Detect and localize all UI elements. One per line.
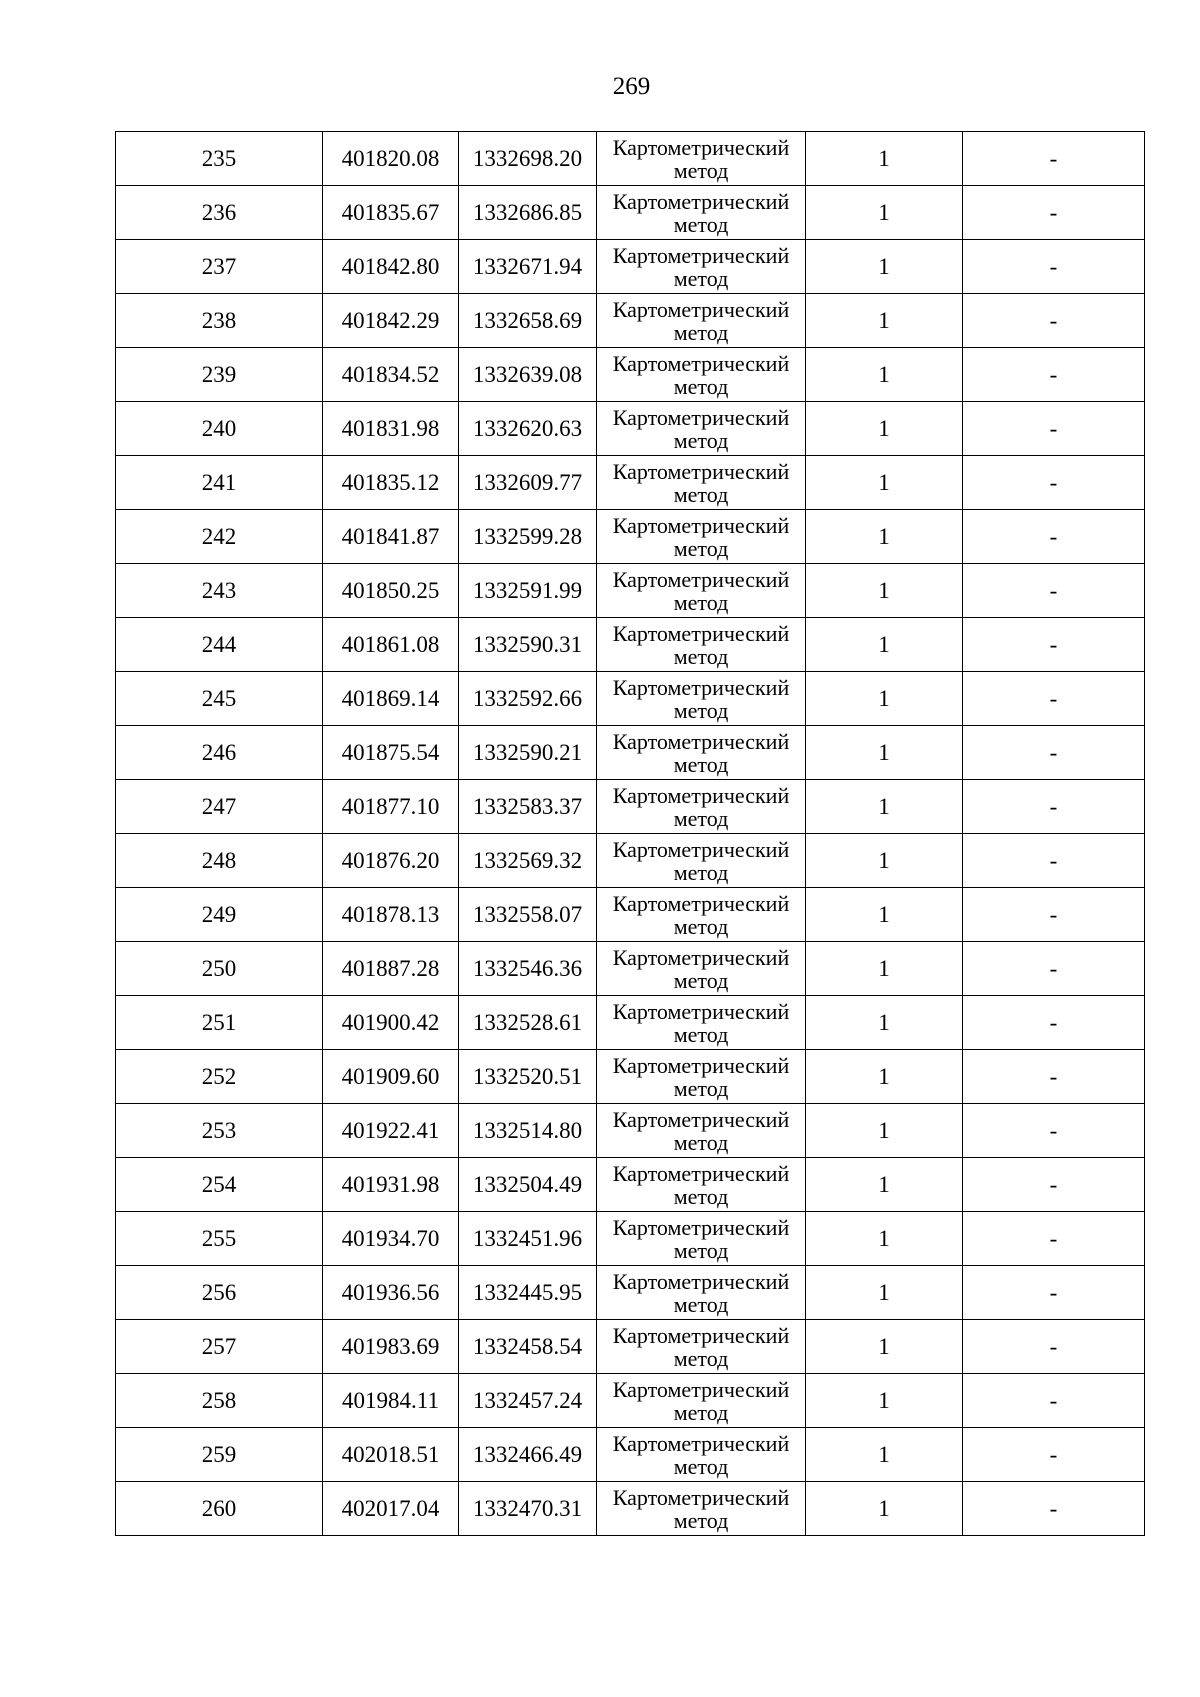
y-coordinate-cell: 1332451.96: [459, 1212, 597, 1266]
x-coordinate-cell: 401922.41: [323, 1104, 459, 1158]
accuracy-cell: 1: [806, 888, 963, 942]
y-coordinate-cell: 1332458.54: [459, 1320, 597, 1374]
method-line-1: Картометрический: [612, 890, 790, 916]
accuracy-cell: 1: [806, 1158, 963, 1212]
note-cell: -: [963, 834, 1145, 888]
x-coordinate-cell: 401931.98: [323, 1158, 459, 1212]
method-cell: [597, 1050, 806, 1104]
method-line-2: метод: [673, 1237, 729, 1263]
table-row: [116, 240, 1145, 294]
y-coordinate-cell: 1332590.21: [459, 726, 597, 780]
method-line-2: метод: [673, 481, 729, 507]
method-line-2: метод: [673, 859, 729, 885]
method-line-1: Картометрический: [612, 296, 790, 322]
table-row: [116, 618, 1145, 672]
accuracy-cell: 1: [806, 1374, 963, 1428]
x-coordinate-cell: 401936.56: [323, 1266, 459, 1320]
method-line-1: Картометрический: [612, 512, 790, 538]
method-cell: [597, 1212, 806, 1266]
note-cell: -: [963, 294, 1145, 348]
y-coordinate-cell: 1332658.69: [459, 294, 597, 348]
method-line-2: метод: [673, 643, 729, 669]
x-coordinate-cell: 401876.20: [323, 834, 459, 888]
note-cell: -: [963, 1050, 1145, 1104]
point-number-cell: 253: [116, 1104, 323, 1158]
method-line-2: метод: [673, 1453, 729, 1479]
method-line-2: метод: [673, 157, 729, 183]
accuracy-cell: 1: [806, 1212, 963, 1266]
accuracy-cell: 1: [806, 1104, 963, 1158]
x-coordinate-cell: 401878.13: [323, 888, 459, 942]
note-cell: -: [963, 1104, 1145, 1158]
point-number-cell: 248: [116, 834, 323, 888]
method-line-2: метод: [673, 373, 729, 399]
accuracy-cell: 1: [806, 402, 963, 456]
table-row: [116, 888, 1145, 942]
note-cell: -: [963, 942, 1145, 996]
page-number: 269: [612, 73, 651, 100]
y-coordinate-cell: 1332466.49: [459, 1428, 597, 1482]
accuracy-cell: 1: [806, 348, 963, 402]
method-line-2: метод: [673, 535, 729, 561]
method-cell: [597, 240, 806, 294]
table-row: [116, 996, 1145, 1050]
method-line-2: метод: [673, 1507, 729, 1533]
accuracy-cell: 1: [806, 132, 963, 186]
y-coordinate-cell: 1332591.99: [459, 564, 597, 618]
method-line-2: метод: [673, 913, 729, 939]
method-cell: [597, 564, 806, 618]
method-line-2: метод: [673, 697, 729, 723]
method-line-1: Картометрический: [612, 566, 790, 592]
note-cell: -: [963, 780, 1145, 834]
method-line-1: Картометрический: [612, 1430, 790, 1456]
y-coordinate-cell: 1332583.37: [459, 780, 597, 834]
point-number-cell: 247: [116, 780, 323, 834]
method-line-1: Картометрический: [612, 620, 790, 646]
note-cell: -: [963, 402, 1145, 456]
point-number-cell: 250: [116, 942, 323, 996]
method-line-1: Картометрический: [612, 1484, 790, 1510]
x-coordinate-cell: 401900.42: [323, 996, 459, 1050]
x-coordinate-cell: 401869.14: [323, 672, 459, 726]
table-row: [116, 402, 1145, 456]
method-cell: [597, 402, 806, 456]
y-coordinate-cell: 1332620.63: [459, 402, 597, 456]
note-cell: -: [963, 672, 1145, 726]
method-cell: [597, 348, 806, 402]
method-cell: [597, 1482, 806, 1536]
note-cell: -: [963, 186, 1145, 240]
y-coordinate-cell: 1332546.36: [459, 942, 597, 996]
coordinates-table: [115, 131, 1145, 1536]
y-coordinate-cell: 1332470.31: [459, 1482, 597, 1536]
point-number-cell: 243: [116, 564, 323, 618]
x-coordinate-cell: 401934.70: [323, 1212, 459, 1266]
x-coordinate-cell: 401850.25: [323, 564, 459, 618]
point-number-cell: 238: [116, 294, 323, 348]
accuracy-cell: 1: [806, 672, 963, 726]
point-number-cell: 235: [116, 132, 323, 186]
x-coordinate-cell: 401831.98: [323, 402, 459, 456]
table-row: [116, 564, 1145, 618]
method-cell: [597, 294, 806, 348]
table-row: [116, 834, 1145, 888]
point-number-cell: 257: [116, 1320, 323, 1374]
method-line-2: метод: [673, 1075, 729, 1101]
accuracy-cell: 1: [806, 1482, 963, 1536]
method-line-2: метод: [673, 751, 729, 777]
x-coordinate-cell: 402018.51: [323, 1428, 459, 1482]
note-cell: -: [963, 348, 1145, 402]
method-cell: [597, 780, 806, 834]
method-cell: [597, 1266, 806, 1320]
method-line-1: Картометрический: [612, 998, 790, 1024]
accuracy-cell: 1: [806, 726, 963, 780]
accuracy-cell: 1: [806, 294, 963, 348]
table-row: [116, 294, 1145, 348]
y-coordinate-cell: 1332590.31: [459, 618, 597, 672]
method-line-1: Картометрический: [612, 350, 790, 376]
method-cell: [597, 1158, 806, 1212]
accuracy-cell: 1: [806, 1320, 963, 1374]
method-cell: [597, 996, 806, 1050]
x-coordinate-cell: 401842.29: [323, 294, 459, 348]
note-cell: -: [963, 1374, 1145, 1428]
x-coordinate-cell: 401841.87: [323, 510, 459, 564]
accuracy-cell: 1: [806, 834, 963, 888]
y-coordinate-cell: 1332445.95: [459, 1266, 597, 1320]
table-row: [116, 1266, 1145, 1320]
table-row: [116, 510, 1145, 564]
method-line-2: метод: [673, 319, 729, 345]
point-number-cell: 245: [116, 672, 323, 726]
x-coordinate-cell: 402017.04: [323, 1482, 459, 1536]
method-line-1: Картометрический: [612, 836, 790, 862]
x-coordinate-cell: 401861.08: [323, 618, 459, 672]
point-number-cell: 256: [116, 1266, 323, 1320]
accuracy-cell: 1: [806, 1050, 963, 1104]
point-number-cell: 254: [116, 1158, 323, 1212]
method-line-1: Картометрический: [612, 1052, 790, 1078]
method-cell: [597, 1104, 806, 1158]
point-number-cell: 260: [116, 1482, 323, 1536]
y-coordinate-cell: 1332639.08: [459, 348, 597, 402]
method-line-2: метод: [673, 265, 729, 291]
x-coordinate-cell: 401909.60: [323, 1050, 459, 1104]
note-cell: -: [963, 456, 1145, 510]
method-line-1: Картометрический: [612, 1322, 790, 1348]
x-coordinate-cell: 401834.52: [323, 348, 459, 402]
y-coordinate-cell: 1332686.85: [459, 186, 597, 240]
x-coordinate-cell: 401842.80: [323, 240, 459, 294]
note-cell: -: [963, 1482, 1145, 1536]
accuracy-cell: 1: [806, 1266, 963, 1320]
accuracy-cell: 1: [806, 942, 963, 996]
x-coordinate-cell: 401983.69: [323, 1320, 459, 1374]
method-line-2: метод: [673, 427, 729, 453]
point-number-cell: 239: [116, 348, 323, 402]
y-coordinate-cell: 1332528.61: [459, 996, 597, 1050]
table-row: [116, 348, 1145, 402]
method-line-2: метод: [673, 1129, 729, 1155]
table-row: [116, 456, 1145, 510]
point-number-cell: 246: [116, 726, 323, 780]
method-cell: [597, 1428, 806, 1482]
note-cell: -: [963, 1266, 1145, 1320]
method-cell: [597, 186, 806, 240]
accuracy-cell: 1: [806, 618, 963, 672]
x-coordinate-cell: 401877.10: [323, 780, 459, 834]
point-number-cell: 237: [116, 240, 323, 294]
method-cell: [597, 1320, 806, 1374]
table-row: [116, 186, 1145, 240]
point-number-cell: 241: [116, 456, 323, 510]
method-line-1: Картометрический: [612, 782, 790, 808]
method-line-2: метод: [673, 967, 729, 993]
method-line-1: Картометрический: [612, 944, 790, 970]
y-coordinate-cell: 1332457.24: [459, 1374, 597, 1428]
method-cell: [597, 510, 806, 564]
method-line-2: метод: [673, 1345, 729, 1371]
note-cell: -: [963, 240, 1145, 294]
method-cell: [597, 618, 806, 672]
point-number-cell: 240: [116, 402, 323, 456]
method-line-2: метод: [673, 1021, 729, 1047]
table-row: [116, 1428, 1145, 1482]
accuracy-cell: 1: [806, 564, 963, 618]
method-line-1: Картометрический: [612, 1106, 790, 1132]
x-coordinate-cell: 401820.08: [323, 132, 459, 186]
method-cell: [597, 942, 806, 996]
point-number-cell: 242: [116, 510, 323, 564]
table-row: [116, 132, 1145, 186]
note-cell: -: [963, 1212, 1145, 1266]
accuracy-cell: 1: [806, 780, 963, 834]
table-row: [116, 726, 1145, 780]
point-number-cell: 259: [116, 1428, 323, 1482]
accuracy-cell: 1: [806, 510, 963, 564]
table-row: [116, 672, 1145, 726]
x-coordinate-cell: 401835.67: [323, 186, 459, 240]
note-cell: -: [963, 132, 1145, 186]
table-row: [116, 780, 1145, 834]
table-row: [116, 1104, 1145, 1158]
method-line-2: метод: [673, 1291, 729, 1317]
note-cell: -: [963, 618, 1145, 672]
point-number-cell: 249: [116, 888, 323, 942]
method-line-1: Картометрический: [612, 1160, 790, 1186]
y-coordinate-cell: 1332520.51: [459, 1050, 597, 1104]
method-line-2: метод: [673, 1183, 729, 1209]
method-line-2: метод: [673, 589, 729, 615]
method-cell: [597, 888, 806, 942]
method-line-1: Картометрический: [612, 242, 790, 268]
method-line-1: Картометрический: [612, 728, 790, 754]
point-number-cell: 252: [116, 1050, 323, 1104]
method-line-1: Картометрический: [612, 1268, 790, 1294]
note-cell: -: [963, 1158, 1145, 1212]
method-cell: [597, 834, 806, 888]
y-coordinate-cell: 1332504.49: [459, 1158, 597, 1212]
table-row: [116, 942, 1145, 996]
note-cell: -: [963, 1320, 1145, 1374]
method-cell: [597, 726, 806, 780]
coordinates-table-body: [116, 132, 1145, 1536]
accuracy-cell: 1: [806, 1428, 963, 1482]
table-row: [116, 1212, 1145, 1266]
table-row: [116, 1482, 1145, 1536]
y-coordinate-cell: 1332599.28: [459, 510, 597, 564]
point-number-cell: 244: [116, 618, 323, 672]
method-line-1: Картометрический: [612, 134, 790, 160]
point-number-cell: 258: [116, 1374, 323, 1428]
method-cell: [597, 1374, 806, 1428]
method-cell: [597, 132, 806, 186]
method-line-2: метод: [673, 1399, 729, 1425]
y-coordinate-cell: 1332592.66: [459, 672, 597, 726]
note-cell: -: [963, 726, 1145, 780]
table-row: [116, 1158, 1145, 1212]
accuracy-cell: 1: [806, 456, 963, 510]
table-row: [116, 1050, 1145, 1104]
point-number-cell: 255: [116, 1212, 323, 1266]
note-cell: -: [963, 564, 1145, 618]
method-line-1: Картометрический: [612, 1214, 790, 1240]
note-cell: -: [963, 996, 1145, 1050]
accuracy-cell: 1: [806, 186, 963, 240]
y-coordinate-cell: 1332609.77: [459, 456, 597, 510]
method-cell: [597, 456, 806, 510]
y-coordinate-cell: 1332514.80: [459, 1104, 597, 1158]
accuracy-cell: 1: [806, 996, 963, 1050]
method-line-1: Картометрический: [612, 1376, 790, 1402]
method-line-1: Картометрический: [612, 674, 790, 700]
method-line-1: Картометрический: [612, 458, 790, 484]
y-coordinate-cell: 1332569.32: [459, 834, 597, 888]
point-number-cell: 251: [116, 996, 323, 1050]
x-coordinate-cell: 401835.12: [323, 456, 459, 510]
method-cell: [597, 672, 806, 726]
note-cell: -: [963, 1428, 1145, 1482]
y-coordinate-cell: 1332558.07: [459, 888, 597, 942]
method-line-2: метод: [673, 805, 729, 831]
x-coordinate-cell: 401887.28: [323, 942, 459, 996]
x-coordinate-cell: 401984.11: [323, 1374, 459, 1428]
note-cell: -: [963, 888, 1145, 942]
note-cell: -: [963, 510, 1145, 564]
y-coordinate-cell: 1332671.94: [459, 240, 597, 294]
accuracy-cell: 1: [806, 240, 963, 294]
method-line-2: метод: [673, 211, 729, 237]
point-number-cell: 236: [116, 186, 323, 240]
table-row: [116, 1374, 1145, 1428]
y-coordinate-cell: 1332698.20: [459, 132, 597, 186]
table-row: [116, 1320, 1145, 1374]
x-coordinate-cell: 401875.54: [323, 726, 459, 780]
method-line-1: Картометрический: [612, 188, 790, 214]
method-line-1: Картометрический: [612, 404, 790, 430]
